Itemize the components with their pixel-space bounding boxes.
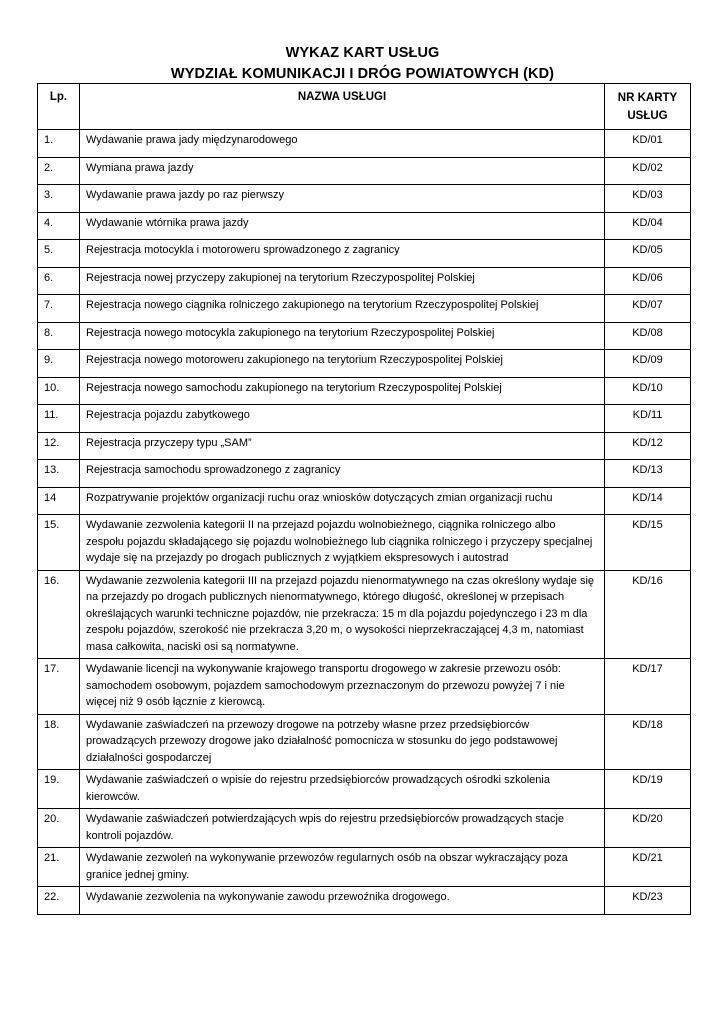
card-number: KD/23 <box>605 887 691 915</box>
table-row <box>38 377 691 405</box>
header-lp: Lp. <box>38 84 80 130</box>
row-number: 9. <box>38 350 80 378</box>
row-number: 19. <box>38 770 80 809</box>
table-row <box>38 714 691 770</box>
service-name: Wydawanie prawa jady międzynarodowego <box>80 130 605 158</box>
service-name: Wydawanie zezwolenia kategorii II na przejazd pojazdu wolnobieżnego, ciągnika rolniczego albo zespołu pojazdu składającego się pojazdu wolnobieżnego lub ciągnika rolniczego i przyczepy specjalnej wydaje się na przejazdy po drogach publicznych z wyjątkiem ekspresowych i autostrad <box>80 515 605 571</box>
table-row <box>38 460 691 488</box>
card-number: KD/06 <box>605 267 691 295</box>
table-row <box>38 487 691 515</box>
row-number: 16. <box>38 570 80 659</box>
row-number: 22. <box>38 887 80 915</box>
service-name: Wymiana prawa jazdy <box>80 157 605 185</box>
document-subtitle: WYDZIAŁ KOMUNIKACJI I DRÓG POWIATOWYCH (KD) <box>170 66 555 82</box>
service-name: Wydawanie zezwolenia na wykonywanie zawodu przewoźnika drogowego. <box>80 887 605 915</box>
row-number: 6. <box>38 267 80 295</box>
card-number: KD/08 <box>605 322 691 350</box>
table-row <box>38 770 691 809</box>
card-number: KD/17 <box>605 659 691 715</box>
table-row <box>38 405 691 433</box>
card-number: KD/11 <box>605 405 691 433</box>
service-name: Rejestracja nowego motocykla zakupionego na terytorium Rzeczypospolitej Polskiej <box>80 322 605 350</box>
service-name: Wydawanie prawa jazdy po raz pierwszy <box>80 185 605 213</box>
table-row <box>38 240 691 268</box>
service-name: Rejestracja pojazdu zabytkowego <box>80 405 605 433</box>
card-number: KD/05 <box>605 240 691 268</box>
service-name: Wydawanie zaświadczeń potwierdzających wpis do rejestru przedsiębiorców prowadzących stacje kontroli pojazdów. <box>80 809 605 848</box>
row-number: 21. <box>38 848 80 887</box>
service-name: Rejestracja nowego ciągnika rolniczego zakupionego na terytorium Rzeczypospolitej Polskiej <box>80 295 605 323</box>
service-name: Rejestracja nowego motoroweru zakupionego na terytorium Rzeczypospolitej Polskiej <box>80 350 605 378</box>
table-row <box>38 130 691 158</box>
row-number: 11. <box>38 405 80 433</box>
service-name: Rejestracja samochodu sprowadzonego z zagranicy <box>80 460 605 488</box>
table-row <box>38 432 691 460</box>
service-name: Rejestracja przyczepy typu „SAM” <box>80 432 605 460</box>
card-number: KD/07 <box>605 295 691 323</box>
row-number: 13. <box>38 460 80 488</box>
card-number: KD/01 <box>605 130 691 158</box>
service-name: Wydawanie zezwoleń na wykonywanie przewozów regularnych osób na obszar wykraczający poza granice jednej gminy. <box>80 848 605 887</box>
service-name: Rejestracja nowej przyczepy zakupionej na terytorium Rzeczypospolitej Polskiej <box>80 267 605 295</box>
row-number: 3. <box>38 185 80 213</box>
services-table <box>37 83 691 915</box>
row-number: 17. <box>38 659 80 715</box>
service-name: Wydawanie wtórnika prawa jazdy <box>80 212 605 240</box>
service-name: Wydawanie zezwolenia kategorii III na przejazd pojazdu nienormatywnego na czas określony wydaje się na przejazdy po drogach publicznych nienormatywnego, którego długość, określonej w przepisach określających warunki techniczne pojazdów, nie przekracza: 15 m dla pojazdu pojedynczego i 23 m dla zespołu pojazdów, szerokość nie przekracza 3,20 m, o wysokości nieprzekraczającej 4,3 m, natomiast masa całkowita, naciski osi są normatywne. <box>80 570 605 659</box>
header-card-number <box>605 84 691 130</box>
card-number: KD/19 <box>605 770 691 809</box>
table-row <box>38 157 691 185</box>
document-title: WYKAZ KART USŁUG <box>285 45 440 61</box>
service-name: Rejestracja nowego samochodu zakupionego na terytorium Rzeczypospolitej Polskiej <box>80 377 605 405</box>
service-name: Rozpatrywanie projektów organizacji ruchu oraz wniosków dotyczących zmian organizacji ruchu <box>80 487 605 515</box>
header-service-name: NAZWA USŁUGI <box>80 84 605 130</box>
table-header-row <box>38 84 691 130</box>
row-number: 7. <box>38 295 80 323</box>
row-number: 15. <box>38 515 80 571</box>
row-number: 20. <box>38 809 80 848</box>
service-name: Wydawanie zaświadczeń na przewozy drogowe na potrzeby własne przez przedsiębiorców prowadzących przewozy drogowe jako działalność pomocnicza w stosunku do jego podstawowej działalności gospodarczej <box>80 714 605 770</box>
card-number: KD/15 <box>605 515 691 571</box>
row-number: 8. <box>38 322 80 350</box>
table-row <box>38 185 691 213</box>
service-name: Rejestracja motocykla i motoroweru sprowadzonego z zagranicy <box>80 240 605 268</box>
table-row <box>38 570 691 659</box>
row-number: 5. <box>38 240 80 268</box>
card-number: KD/03 <box>605 185 691 213</box>
header-card-number-line1: NR KARTY <box>617 92 678 104</box>
card-number: KD/12 <box>605 432 691 460</box>
row-number: 2. <box>38 157 80 185</box>
table-row <box>38 887 691 915</box>
card-number: KD/21 <box>605 848 691 887</box>
header-card-number-line2: USŁUG <box>627 110 668 122</box>
table-row <box>38 848 691 887</box>
table-row <box>38 267 691 295</box>
card-number: KD/16 <box>605 570 691 659</box>
card-number: KD/20 <box>605 809 691 848</box>
card-number: KD/02 <box>605 157 691 185</box>
table-row <box>38 322 691 350</box>
card-number: KD/14 <box>605 487 691 515</box>
card-number: KD/18 <box>605 714 691 770</box>
service-name: Wydawanie licencji na wykonywanie krajowego transportu drogowego w zakresie przewozu osób: samochodem osobowym, pojazdem samochodowym przeznaczonym do przewozu powyżej 7 i nie więcej niż 9 osób łącznie z kierowcą. <box>80 659 605 715</box>
row-number: 4. <box>38 212 80 240</box>
row-number: 1. <box>38 130 80 158</box>
row-number: 18. <box>38 714 80 770</box>
card-number: KD/10 <box>605 377 691 405</box>
row-number: 12. <box>38 432 80 460</box>
table-row <box>38 295 691 323</box>
card-number: KD/13 <box>605 460 691 488</box>
table-row <box>38 212 691 240</box>
service-name: Wydawanie zaświadczeń o wpisie do rejestru przedsiębiorców prowadzących ośrodki szkolenia kierowców. <box>80 770 605 809</box>
table-row <box>38 659 691 715</box>
table-row <box>38 809 691 848</box>
row-number: 10. <box>38 377 80 405</box>
card-number: KD/09 <box>605 350 691 378</box>
row-number: 14 <box>38 487 80 515</box>
table-row <box>38 515 691 571</box>
card-number: KD/04 <box>605 212 691 240</box>
table-row <box>38 350 691 378</box>
